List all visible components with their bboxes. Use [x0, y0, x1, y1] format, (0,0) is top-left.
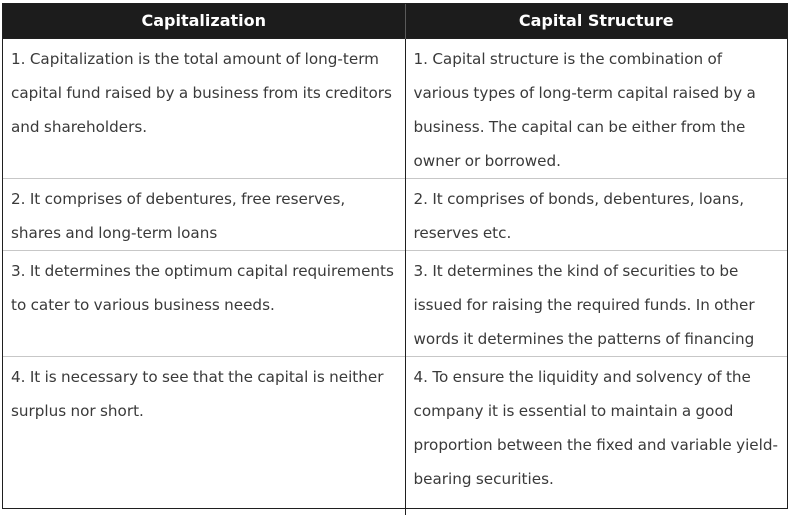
capitalization-point-4: 4. It is necessary to see that the capital is neither surplus nor short.	[3, 356, 405, 515]
comparison-table	[3, 4, 787, 515]
capital-structure-point-1: 1. Capital structure is the combination of various types of long-term capital raised by a business. The capital can be either from the owner or borrowed.	[405, 38, 787, 178]
capitalization-point-3: 3. It determines the optimum capital requirements to cater to various business needs.	[3, 250, 405, 356]
comparison-table-container	[2, 3, 788, 509]
table-row	[3, 38, 787, 178]
table-header-row	[3, 4, 787, 38]
capital-structure-point-4: 4. To ensure the liquidity and solvency of the company it is essential to maintain a good proportion between the fixed and variable yield-bearing securities.	[405, 356, 787, 515]
table-row	[3, 356, 787, 515]
header-capitalization: Capitalization	[3, 4, 405, 38]
table-row	[3, 250, 787, 356]
capitalization-point-2: 2. It comprises of debentures, free reserves, shares and long-term loans	[3, 178, 405, 250]
capital-structure-point-3: 3. It determines the kind of securities to be issued for raising the required funds. In other words it determines the patterns of financing	[405, 250, 787, 356]
capitalization-point-1: 1. Capitalization is the total amount of long-term capital fund raised by a business from its creditors and shareholders.	[3, 38, 405, 178]
capital-structure-point-2: 2. It comprises of bonds, debentures, loans, reserves etc.	[405, 178, 787, 250]
header-capital-structure: Capital Structure	[405, 4, 787, 38]
table-row	[3, 178, 787, 250]
